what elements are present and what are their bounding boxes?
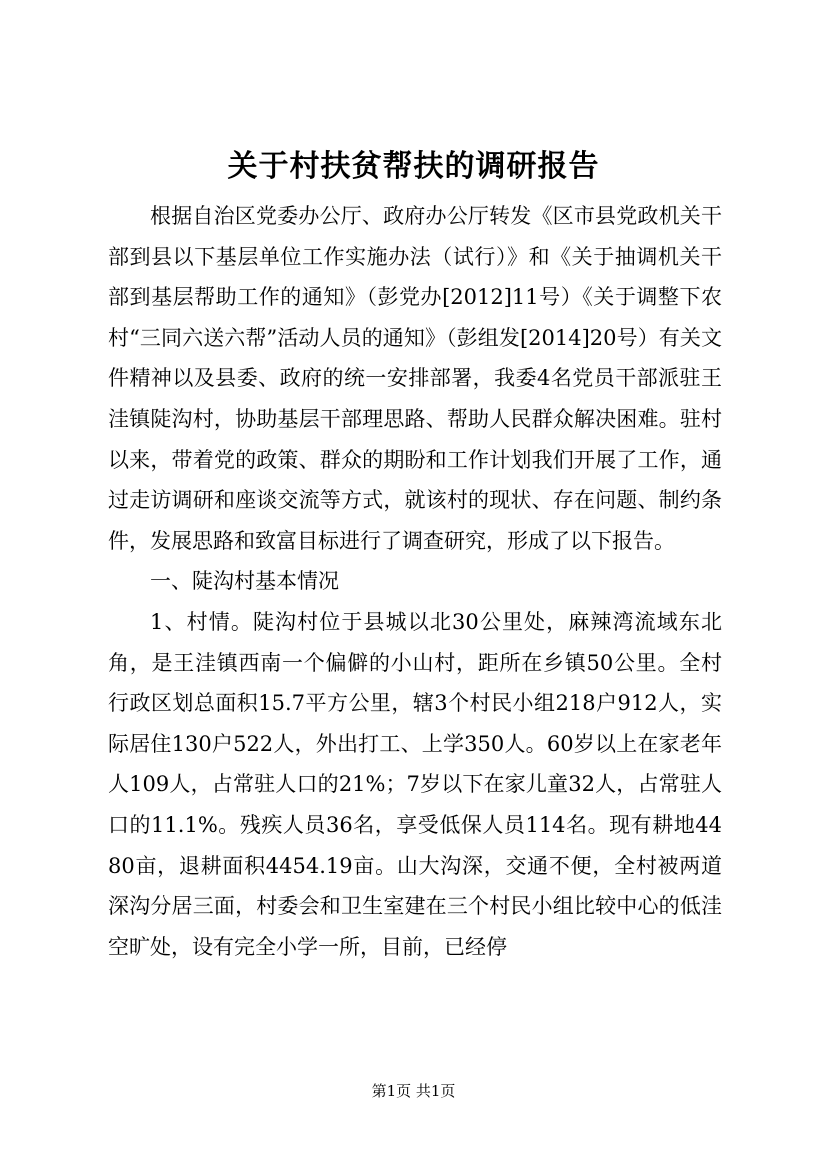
page-footer: 第1页 共1页 [371,1082,456,1100]
paragraph-village-info: 1、村情。陡沟村位于县城以北30公里处，麻辣湾流域东北角，是王洼镇西南一个偏僻的小山村，距所在乡镇50公里。全村行政区划总面积15.7平方公里，辖3个村民小组218户912人，实际居住130户522人，外出打工、上学350人。60岁以上在家老年人109人，占常驻人口的21%；7岁以下在家儿童32人，占常驻人口的11.1%。残疾人员36名，享受低保人员114名。现有耕地4480亩，退耕面积4454.19亩。山大沟深，交通不便，全村被两道深沟分居三面，村委会和卫生室建在三个村民小组比较中心的低洼空旷处，设有完全小学一所，目前，已经停 [108,609,722,959]
paragraph-intro: 根据自治区党委办公厅、政府办公厅转发《区市县党政机关干部到县以下基层单位工作实施办法（试行）》和《关于抽调机关干部到基层帮助工作的通知》（彭党办[2012]11号）《关于调整下农村“三同六送六帮”活动人员的通知》（彭组发[2014]20号）有关文件精神以及县委、政府的统一安排部署，我委4名党员干部派驻王洼镇陡沟村，协助基层干部理思路、帮助人民群众解决困难。驻村以来，带着党的政策、群众的期盼和工作计划我们开展了工作，通过走访调研和座谈交流等方式，就该村的现状、存在问题、制约条件，发展思路和致富目标进行了调查研究，形成了以下报告。 [108,204,722,553]
document-body [108,196,722,967]
document-title: 关于村扶贫帮扶的调研报告 [227,149,600,184]
section-heading: 一、陡沟村基本情况 [150,569,339,594]
